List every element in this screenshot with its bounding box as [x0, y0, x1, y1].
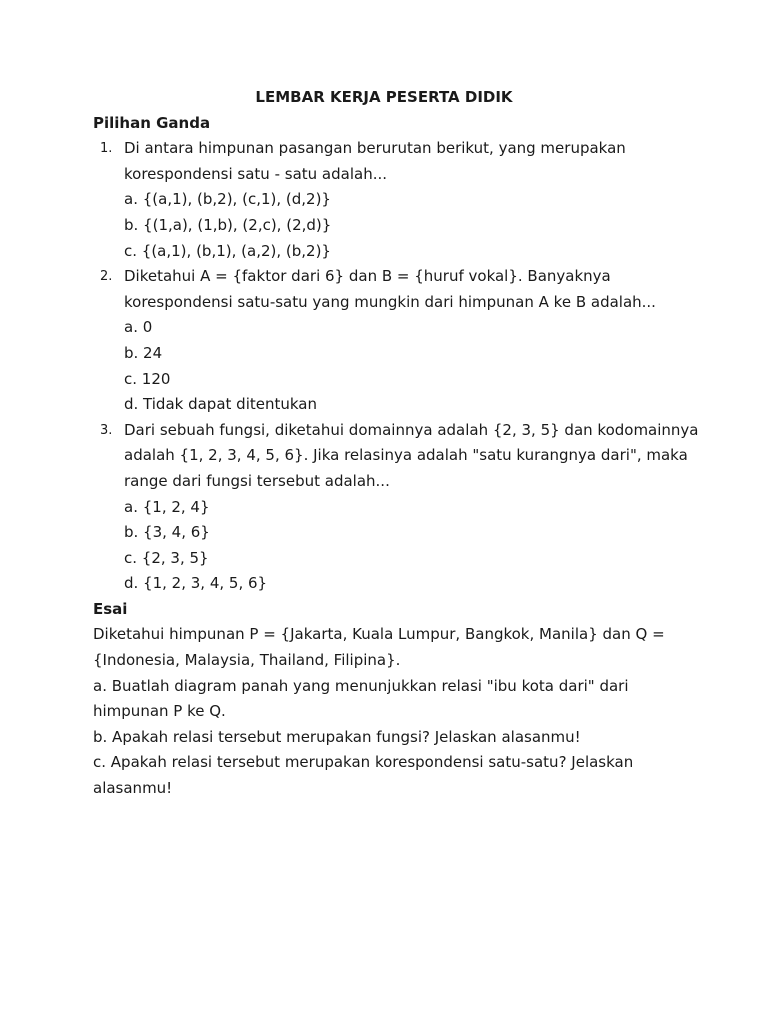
multiple-choice-heading: Pilihan Ganda: [93, 113, 211, 132]
essay-item-b: b. Apakah relasi tersebut merupakan fungsi? Jelaskan alasanmu!: [93, 727, 581, 746]
question-text: Di antara himpunan pasangan berurutan berikut, yang merupakan korespondensi satu - satu adalah...: [124, 139, 626, 183]
essay-item-a: a. Buatlah diagram panah yang menunjukkan relasi "ibu kota dari" dari himpunan P ke Q.: [93, 676, 629, 721]
option-c: c. {(a,1), (b,1), (a,2), (b,2)}: [124, 241, 331, 260]
essay-item-c: c. Apakah relasi tersebut merupakan korespondensi satu-satu? Jelaskan alasanmu!: [93, 753, 634, 798]
option-b: b. {(1,a), (1,b), (2,c), (2,d)}: [124, 215, 332, 234]
option-a: a. {(a,1), (b,2), (c,1), (d,2)}: [124, 190, 331, 209]
option-d: d. {1, 2, 3, 4, 5, 6}: [124, 574, 268, 593]
question-text: Diketahui A = {faktor dari 6} dan B = {huruf vokal}. Banyaknya korespondensi satu-satu yang mungkin dari himpunan A ke B adalah...: [124, 267, 656, 311]
option-list: [124, 187, 708, 264]
option-c: c. 120: [124, 369, 171, 388]
essay-section: [93, 597, 708, 802]
option-list: [124, 315, 708, 417]
document-title: LEMBAR KERJA PESERTA DIDIK: [255, 88, 513, 106]
question-number: 1.: [100, 141, 113, 157]
option-b: b. {3, 4, 6}: [124, 523, 210, 542]
question-2: [93, 264, 708, 418]
essay-intro: Diketahui himpunan P = {Jakarta, Kuala Lumpur, Bangkok, Manila} dan Q = {Indonesia, Malaysia, Thailand, Filipina}.: [93, 625, 665, 670]
question-number: 2.: [100, 269, 113, 285]
essay-heading: Esai: [93, 599, 128, 618]
question-list: [93, 136, 708, 597]
question-1: [93, 136, 708, 264]
option-a: a. {1, 2, 4}: [124, 497, 210, 516]
option-list: [124, 495, 708, 597]
question-text: Dari sebuah fungsi, diketahui domainnya adalah {2, 3, 5} dan kodomainnya adalah {1, 2, 3, 4, 5, 6}. Jika relasinya adalah "satu kurangnya dari", maka range dari fungsi tersebut adalah...: [124, 420, 699, 490]
question-number: 3.: [100, 422, 113, 438]
option-d: d. Tidak dapat ditentukan: [124, 395, 317, 414]
option-a: a. 0: [124, 318, 153, 337]
option-b: b. 24: [124, 343, 163, 362]
question-3: [93, 418, 708, 597]
option-c: c. {2, 3, 5}: [124, 548, 209, 567]
